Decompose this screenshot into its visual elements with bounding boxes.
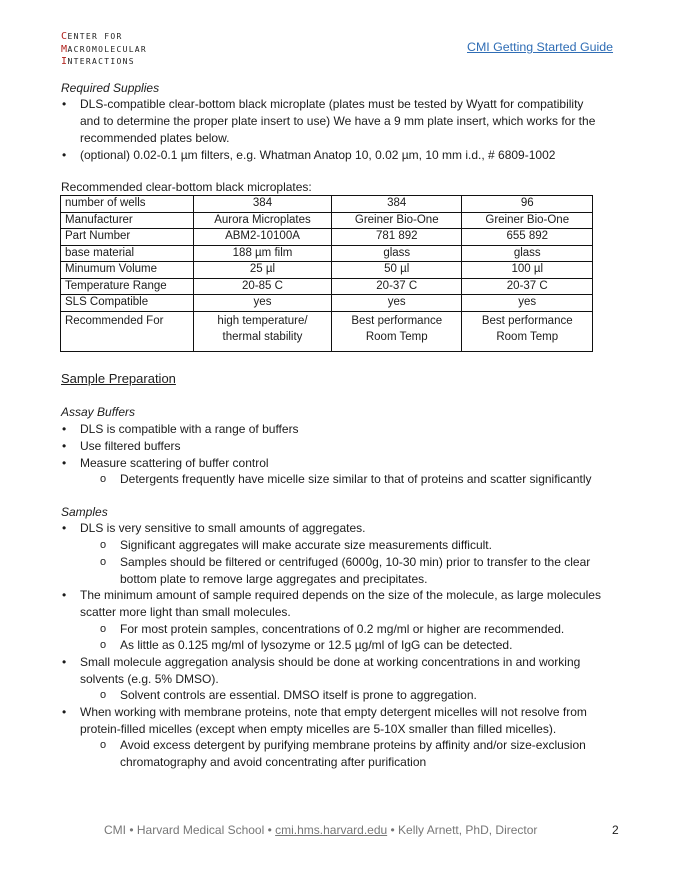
table-cell: 96 xyxy=(462,196,593,213)
list-item: When working with membrane proteins, note that empty detergent micelles will not resolve from xyxy=(80,705,587,719)
table-cell: Recommended For xyxy=(61,311,194,351)
table-row xyxy=(61,311,593,351)
table-cell: 20-85 C xyxy=(194,278,332,295)
supply-line: DLS-compatible clear-bottom black microplate (plates must be tested by Wyatt for compatibility xyxy=(80,97,584,111)
list-item: protein-filled micelles (except when empty micelles are 5-10X smaller than filled micelles). xyxy=(80,722,557,736)
bullet xyxy=(62,654,68,660)
cmi-logo xyxy=(61,31,191,69)
table-row xyxy=(61,262,593,279)
bullet xyxy=(62,96,68,102)
list-item: Use filtered buffers xyxy=(80,439,181,453)
list-item: Detergents frequently have micelle size similar to that of proteins and scatter significantly xyxy=(120,472,592,486)
table-row xyxy=(61,245,593,262)
table-cell: Best performance Room Temp xyxy=(332,311,462,351)
table-row xyxy=(61,278,593,295)
sub-bullet xyxy=(100,471,106,488)
bullet xyxy=(62,587,68,593)
table-cell: base material xyxy=(61,245,194,262)
table-cell: Manufacturer xyxy=(61,212,194,229)
assay-buffers-heading: Assay Buffers xyxy=(61,405,136,419)
table-cell: SLS Compatible xyxy=(61,295,194,312)
sub-bullet xyxy=(100,637,106,654)
table-cell: Temperature Range xyxy=(61,278,194,295)
supply-line: and to determine the proper plate insert to use) We have a 9 mm plate insert, which works for the xyxy=(80,114,596,128)
table-cell: 188 µm film xyxy=(194,245,332,262)
supply-line: (optional) 0.02-0.1 µm filters, e.g. Whatman Anatop 10, 0.02 µm, 10 mm i.d., # 6809-1002 xyxy=(80,148,556,162)
list-item: solvents (e.g. 5% DMSO). xyxy=(80,672,219,686)
list-item: The minimum amount of sample required depends on the size of the molecule, as large molecules xyxy=(80,588,601,602)
table-cell: 25 µl xyxy=(194,262,332,279)
sub-bullet xyxy=(100,687,106,704)
list-item: Significant aggregates will make accurate size measurements difficult. xyxy=(120,538,492,552)
table-cell: Minumum Volume xyxy=(61,262,194,279)
footer-url-link[interactable]: cmi.hms.harvard.edu xyxy=(275,823,388,837)
list-item: As little as 0.125 mg/ml of lysozyme or 12.5 µg/ml of IgG can be detected. xyxy=(120,638,513,652)
list-item: Avoid excess detergent by purifying membrane proteins by affinity and/or size-exclusion xyxy=(120,738,586,752)
logo-line-2: MACROMOLECULAR xyxy=(61,43,148,55)
table-row xyxy=(61,212,593,229)
table-cell: high temperature/ thermal stability xyxy=(194,311,332,351)
table-row xyxy=(61,229,593,246)
table-cell: Best performance Room Temp xyxy=(462,311,593,351)
list-item: Samples should be filtered or centrifuged (6000g, 10-30 min) prior to transfer to the clear xyxy=(120,555,591,569)
page-number: 2 xyxy=(612,823,619,837)
sub-bullet xyxy=(100,554,106,571)
required-supplies-heading: Required Supplies xyxy=(61,81,160,95)
list-item: scatter more light than small molecules. xyxy=(80,605,291,619)
footer: CMI • Harvard Medical School • cmi.hms.harvard.edu • Kelly Arnett, PhD, Director xyxy=(104,823,538,837)
logo-line-3: INTERACTIONS xyxy=(61,56,135,67)
plates-table xyxy=(60,195,593,352)
list-item: chromatography and avoid concentrating after purification xyxy=(120,755,427,769)
list-item: DLS is very sensitive to small amounts of aggregates. xyxy=(80,521,366,535)
table-caption: Recommended clear-bottom black microplates: xyxy=(61,180,312,194)
sub-bullet xyxy=(100,621,106,638)
bullet xyxy=(62,438,68,444)
list-item: Small molecule aggregation analysis should be done at working concentrations in and working xyxy=(80,655,581,669)
table-cell: number of wells xyxy=(61,196,194,213)
table-cell: 655 892 xyxy=(462,229,593,246)
table-cell: Greiner Bio-One xyxy=(462,212,593,229)
table-row xyxy=(61,295,593,312)
table-cell: 50 µl xyxy=(332,262,462,279)
sample-prep-heading: Sample Preparation xyxy=(61,371,176,386)
table-cell: glass xyxy=(332,245,462,262)
table-cell: Greiner Bio-One xyxy=(332,212,462,229)
table-cell: 781 892 xyxy=(332,229,462,246)
bullet xyxy=(62,455,68,461)
logo-line-1: CENTER FOR xyxy=(61,31,123,42)
list-item: Solvent controls are essential. DMSO itself is prone to aggregation. xyxy=(120,688,477,702)
sub-bullet xyxy=(100,537,106,554)
list-item: DLS is compatible with a range of buffers xyxy=(80,422,299,436)
list-item: For most protein samples, concentrations of 0.2 mg/ml or higher are recommended. xyxy=(120,622,565,636)
table-cell: yes xyxy=(462,295,593,312)
bullet xyxy=(62,520,68,526)
samples-heading: Samples xyxy=(61,505,108,519)
table-cell: 20-37 C xyxy=(462,278,593,295)
table-cell: 20-37 C xyxy=(332,278,462,295)
bullet xyxy=(62,421,68,427)
sub-bullet xyxy=(100,737,106,754)
table-cell: 384 xyxy=(194,196,332,213)
supply-line: recommended plates below. xyxy=(80,131,230,145)
table-cell: Aurora Microplates xyxy=(194,212,332,229)
list-item: Measure scattering of buffer control xyxy=(80,456,269,470)
table-row xyxy=(61,196,593,213)
table-cell: ABM2-10100A xyxy=(194,229,332,246)
bullet xyxy=(62,704,68,710)
table-cell: glass xyxy=(462,245,593,262)
table-cell: Part Number xyxy=(61,229,194,246)
list-item: bottom plate to remove large aggregates and precipitates. xyxy=(120,572,428,586)
table-cell: yes xyxy=(332,295,462,312)
table-cell: 384 xyxy=(332,196,462,213)
guide-link[interactable]: CMI Getting Started Guide xyxy=(467,40,614,54)
bullet xyxy=(62,147,68,153)
table-cell: 100 µl xyxy=(462,262,593,279)
table-cell: yes xyxy=(194,295,332,312)
